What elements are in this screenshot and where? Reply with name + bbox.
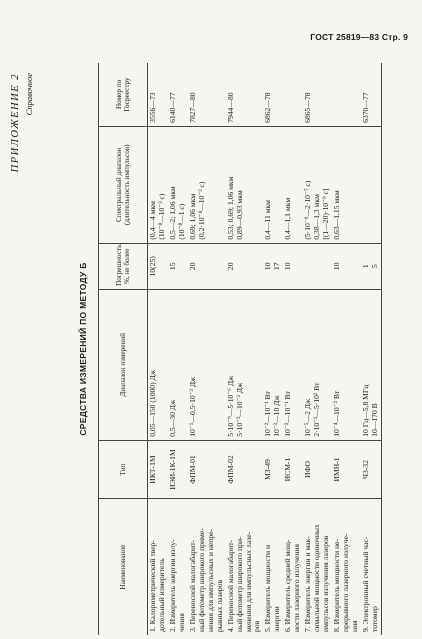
cell-line: ный фотометр широкого при- [234, 536, 244, 632]
cell-line: 0,63—1,15 мкм [332, 190, 342, 240]
cell-line: менения для импульсных лазе- [243, 531, 253, 632]
cell-line: 2·10⁻³—5·10³ Вт [312, 382, 322, 437]
cell-line: ИФО [303, 460, 313, 479]
gosreestr-number-cell [303, 63, 332, 126]
cell-line: ров [252, 620, 262, 632]
spectral-range-cell [188, 126, 226, 243]
cell-line: 0,4—1,1 мкм [283, 197, 293, 240]
measurement-range-cell [263, 289, 283, 440]
gosreestr-number-cell [226, 63, 264, 126]
measurement-instruments-table [98, 63, 382, 635]
cell-line: 1 [360, 264, 370, 269]
cell-line: чения [176, 613, 186, 632]
cell-line: 0,89—0,93 мкм [234, 190, 244, 240]
table-header-row [99, 63, 148, 635]
cell-line: 15 [167, 262, 177, 271]
table-row [148, 63, 168, 635]
cell-line: 10⁻³—10 Дж [272, 395, 282, 437]
cell-line: 10—170 В [369, 403, 379, 437]
table-row [168, 63, 188, 635]
measurement-range-cell [188, 289, 226, 440]
cell-line: 1. Калориметрический твер- [148, 540, 157, 632]
cell-line: 5·10⁻⁹—5·10⁻⁶ Дж [225, 375, 235, 437]
cell-line: рывных лазеров [214, 579, 224, 632]
cell-line: 10⁻³—10⁻¹ Вт [283, 391, 293, 437]
cell-line: ный фотометр широкого приме- [196, 528, 206, 632]
error-cell [263, 243, 283, 289]
rotated-page-content [0, 59, 379, 639]
cell-line: энергии [272, 606, 282, 632]
instrument-name-cell [263, 499, 283, 635]
gosreestr-number-cell [148, 63, 168, 126]
instrument-type-cell [303, 440, 332, 498]
instrument-type-cell [361, 440, 381, 498]
measurement-range-cell [303, 289, 332, 440]
cell-line: импульсов излучения лазеров [321, 535, 331, 632]
spectral-range-cell [361, 126, 381, 243]
cell-line: ИМН-1 [332, 457, 342, 482]
instrument-name-cell [188, 499, 226, 635]
cell-line: ИКТ-1М [148, 455, 157, 484]
instrument-type-cell [263, 440, 283, 498]
instrument-name-cell [168, 499, 188, 635]
appendix-subtitle: Справочное [24, 73, 34, 116]
cell-line: нения для импульсных и непре- [205, 528, 215, 632]
error-cell [188, 243, 226, 289]
column-header: Диапазон измерений [99, 289, 148, 440]
cell-line: 0,38—1,3 мкм [312, 194, 322, 240]
spectral-range-cell [168, 126, 188, 243]
cell-line: 3556—73 [148, 92, 157, 123]
error-cell [361, 243, 381, 289]
cell-line: (10⁻⁸—1 с) [176, 203, 186, 240]
gosreestr-number-cell [283, 63, 303, 126]
spectral-range-cell [263, 126, 283, 243]
cell-line: 0,53; 0,69; 1,06 мкм [225, 176, 235, 240]
cell-line: 5 [369, 264, 379, 269]
spectral-range-cell [303, 126, 332, 243]
cell-line: 6. Измеритель средней мощ- [283, 539, 293, 632]
cell-line: 5. Измеритель мощности и [263, 544, 273, 632]
cell-line: прерывного лазерного излуче- [341, 533, 351, 632]
table-row [263, 63, 283, 635]
cell-line: 3. Переносной малогабарит- [187, 539, 197, 632]
cell-line: 10(25) [148, 256, 157, 277]
instrument-name-cell [332, 499, 361, 635]
instrument-name-cell [303, 499, 332, 635]
instrument-type-cell [188, 440, 226, 498]
cell-line: 2. Измеритель энергии излу- [167, 539, 177, 632]
table-title: СРЕДСТВА ИЗМЕРЕНИЙ ПО МЕТОДУ Б [78, 262, 88, 436]
cell-line: 6865—78 [303, 92, 313, 123]
cell-line: 5·10⁻³—10⁻³ Дж [234, 382, 244, 437]
cell-line: [(1—20)·10⁻⁹ с] [321, 188, 331, 240]
cell-line: (0,2·10⁻⁸—10⁻³ с) [196, 181, 206, 240]
cell-line: 10⁻⁴—10⁻² Вт [332, 390, 342, 437]
spectral-range-cell [283, 126, 303, 243]
measurement-range-cell [361, 289, 381, 440]
cell-line: 20 [225, 262, 235, 271]
cell-line: 4. Переносной малогабарит- [225, 539, 235, 632]
column-header: Погрешность, %, не более [99, 243, 148, 289]
gosreestr-number-cell [361, 63, 381, 126]
error-cell [226, 243, 264, 289]
error-cell [283, 243, 303, 289]
error-cell [168, 243, 188, 289]
cell-line: 10 [332, 262, 342, 271]
cell-line: 0,69; 1,06 мкм [187, 193, 197, 240]
cell-line: дотельный измеритель [156, 558, 166, 632]
spectral-range-cell [148, 126, 168, 243]
gosreestr-number-cell [168, 63, 188, 126]
cell-line: 0,4—11 мкм [263, 200, 273, 240]
cell-line: 6370—77 [360, 92, 370, 123]
cell-line: ФПМ-01 [187, 455, 197, 484]
error-cell [332, 243, 361, 289]
cell-line: ния [350, 620, 360, 632]
table-row [361, 63, 381, 635]
cell-line: 10 [283, 262, 293, 271]
instrument-type-cell [226, 440, 264, 498]
cell-line: симальной мощности одиночных [312, 524, 322, 632]
instrument-name-cell [283, 499, 303, 635]
cell-line: 0,05—150 (1000) Дж [148, 370, 157, 437]
cell-line: 17 [272, 262, 282, 271]
cell-line: Ч3-32 [360, 460, 370, 479]
appendix-title: ПРИЛОЖЕНИЕ 2 [10, 73, 21, 173]
cell-line: 7. Измеритель энергии и мак- [303, 536, 313, 632]
cell-line: 7827—80 [187, 92, 197, 123]
error-cell [303, 243, 332, 289]
error-cell [148, 243, 168, 289]
cell-line: 6862—78 [263, 92, 273, 123]
column-header: Номер по Госреестру [99, 63, 148, 126]
instrument-type-cell [148, 440, 168, 498]
instrument-name-cell [361, 499, 381, 635]
spectral-range-cell [332, 126, 361, 243]
gosreestr-number-cell [188, 63, 226, 126]
column-header: Спектральный диапазон (длительность импульсов) [99, 126, 148, 243]
table-row [226, 63, 264, 635]
cell-line: 0,5—30 Дж [167, 399, 177, 437]
cell-line: (5·10⁻⁹—2·10⁻⁷ с) [303, 180, 313, 240]
instrument-type-cell [332, 440, 361, 498]
cell-line: 8. Измеритель мощности не- [332, 539, 342, 632]
cell-line: (0,4—4 мкм [148, 201, 157, 240]
cell-line: ИЭИ-1К-1М [167, 449, 177, 490]
page-header: ГОСТ 25819—83 Стр. 9 [310, 32, 408, 42]
cell-line: 10⁻²—10⁻¹ Вт [263, 391, 273, 437]
cell-line: 0,5—2; 1,06 мкм [167, 186, 177, 240]
cell-line: 9. Электронный счетный час- [360, 536, 370, 632]
appendix-heading [10, 73, 34, 172]
cell-line: ИСМ-1 [283, 457, 293, 482]
cell-line: 10⁻⁵—2 Дж [303, 398, 313, 437]
cell-line: ности лазерного излучения [292, 544, 302, 632]
table-row [332, 63, 361, 635]
measurement-range-cell [283, 289, 303, 440]
cell-line: 10⁻⁵—0,5·10⁻³ Дж [187, 376, 197, 437]
table-row [303, 63, 332, 635]
measurement-range-cell [226, 289, 264, 440]
table-row [188, 63, 226, 635]
instrument-name-cell [148, 499, 168, 635]
column-header: Наименование [99, 499, 148, 635]
measurement-range-cell [168, 289, 188, 440]
cell-line: (10⁻⁸—10⁻³ с) [156, 193, 166, 240]
gosreestr-number-cell [263, 63, 283, 126]
instrument-type-cell [283, 440, 303, 498]
table-row [283, 63, 303, 635]
cell-line: ФПМ-02 [225, 455, 235, 484]
gosreestr-number-cell [332, 63, 361, 126]
column-header: Тип [99, 440, 148, 498]
cell-line: тотомер [369, 606, 379, 632]
cell-line: 10 Гц—5,8 МГц [360, 384, 370, 437]
instrument-type-cell [168, 440, 188, 498]
measurement-range-cell [148, 289, 168, 440]
instrument-name-cell [226, 499, 264, 635]
cell-line: 10 [263, 262, 273, 271]
cell-line: МЗ-49 [263, 459, 273, 480]
cell-line: 6140—77 [167, 92, 177, 123]
measurement-range-cell [332, 289, 361, 440]
spectral-range-cell [226, 126, 264, 243]
cell-line: 7944—80 [225, 92, 235, 123]
cell-line: 20 [187, 262, 197, 271]
